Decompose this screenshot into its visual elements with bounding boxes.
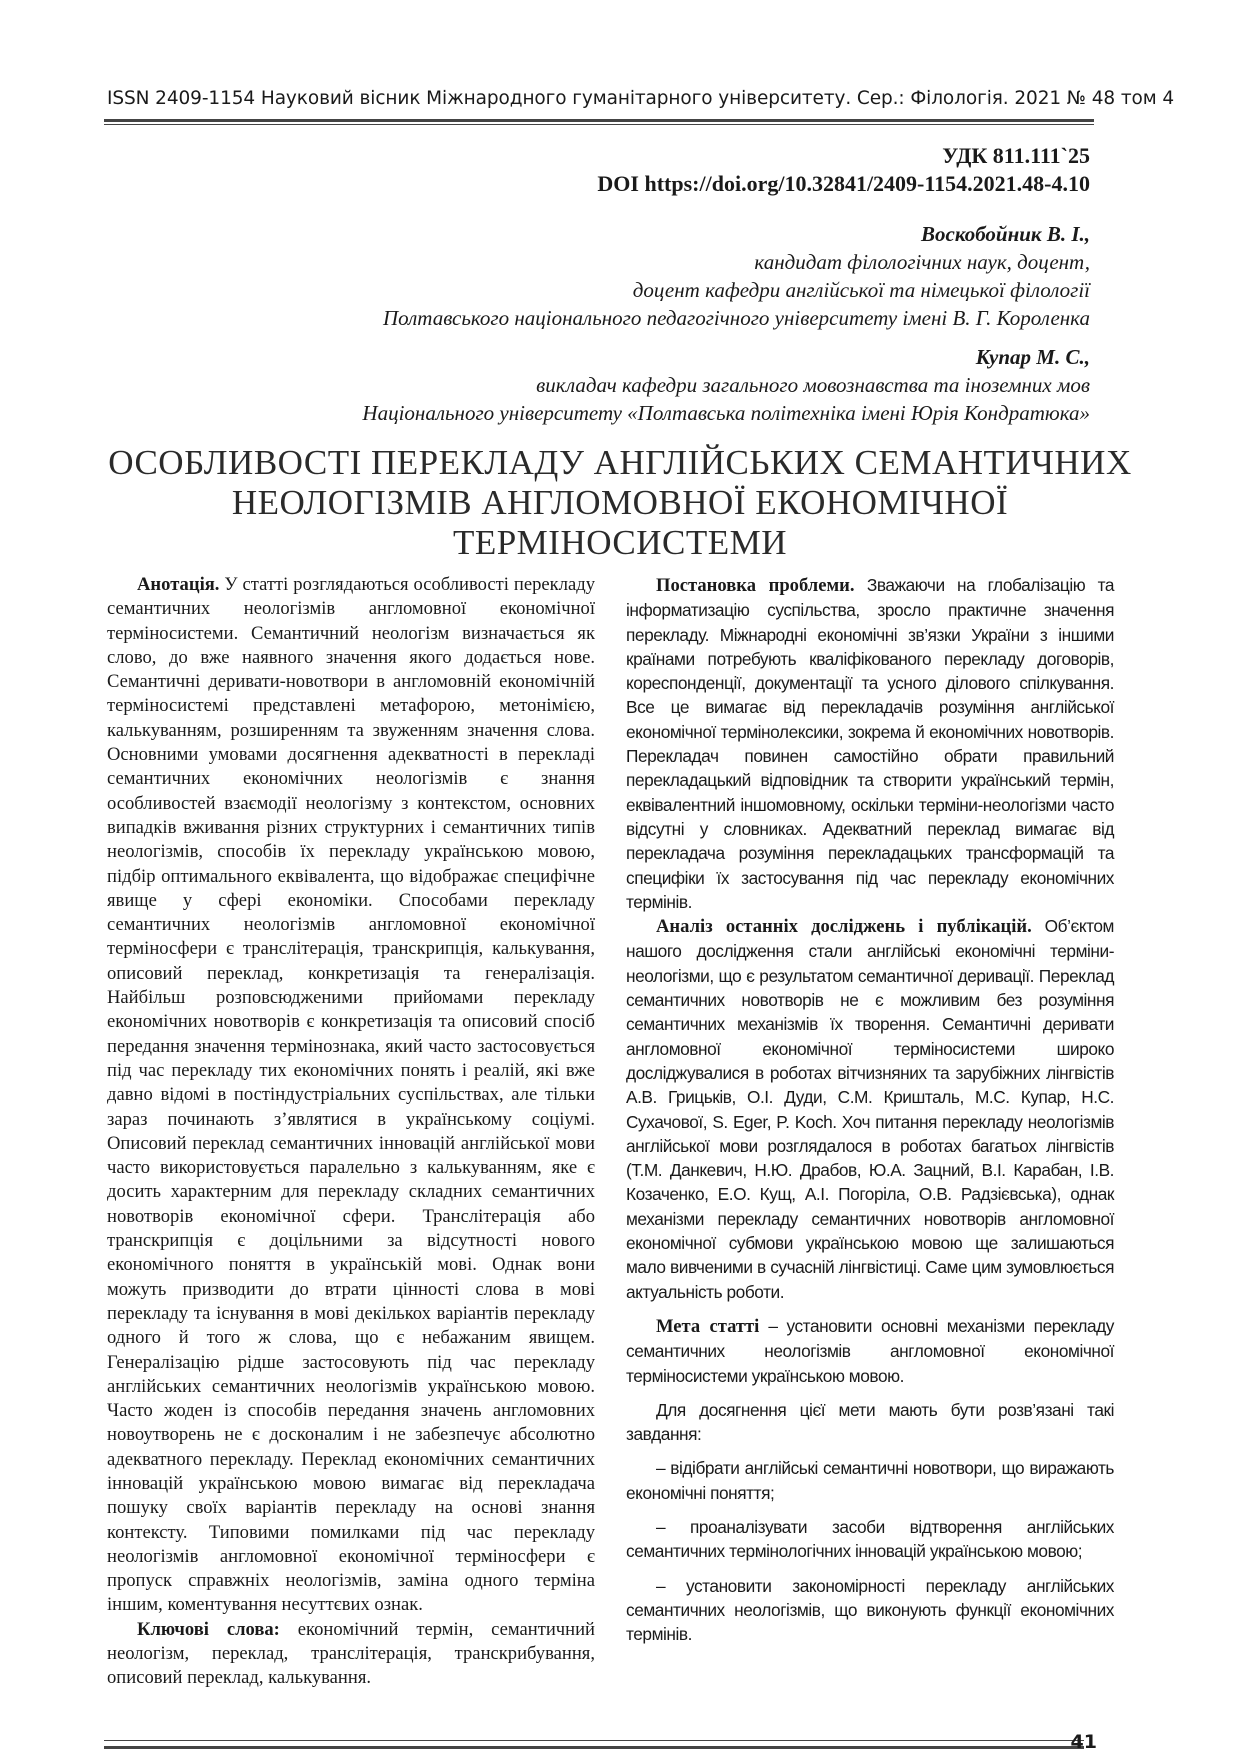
keywords-label: Ключові слова: [137,1618,280,1640]
author-2-affiliation-line: викладач кафедри загального мовознавства та іноземних мов [536,373,1090,397]
author-2 [362,343,1090,427]
aim-label: Мета статті [656,1315,760,1337]
analysis-paragraph [626,914,1114,1304]
abstract-text: У статті розглядаються особливості перекладу семантичних неологізмів англомовної економічної терміносистеми. Семантичний неологізм визначається як слово, до вже наявного значення якого додається нове. Семантичні деривати-новотвори в англомовній економічній терміносистемі представлені метафорою, метонімією, калькуванням, розширенням та звуженням значення слова. Основними умовами досягнення адекватності в перекладі семантичних економічних неологізмів є знання особливостей взаємодії неологізму з контекстом, основних випадків вживання різних структурних і семантичних типів неологізмів, способів їх перекладу українською мовою, підбір оптимального еквівалента, що відображає специфічне явище у сфері економіки. Способами перекладу семантичних неологізмів англомовної економічної терміносфери є транслітерація, транскрипція, калькування, описовий переклад, конкретизація та генералізація. Найбільш розповсюдженими прийомами перекладу економічних новотворів є конкретизація та описовий спосіб передання значення термінознака, який часто застосовується під час перекладу тих економічних понять і реалій, які вже давно відомі в постіндустріальних суспільствах, але тільки зараз починають з’являтися в українському соціумі. Описовий переклад семантичних інновацій англійської мови часто використовується паралельно з калькуванням, яке є досить характерним для перекладу складних семантичних новотворів економічної сфери. Транслітерація або транскрипція є доцільними за відсутності нового економічного поняття в українській мові. Однак вони можуть призводити до втрати цінності слова в мові перекладу та існування в мові декількох варіантів перекладу одного й того ж слова, що є небажаним явищем. Генералізацію рідше застосовують під час перекладу англійських семантичних неологізмів українською мовою. Часто жоден із способів передання значень англомовних новоутворень не є досконалим і не забезпечує абсолютно адекватного перекладу. Переклад економічних семантичних інновацій українською мовою вимагає від перекладача пошуку своїх варіантів перекладу на основі знання контексту. Типовими помилками під час перекладу неологізмів англомовної економічної терміносфери є пропуск справжніх неологізмів, заміна одного терміна іншим, коментування несуттєвих ознак. [107,574,595,1616]
article-title [100,443,1140,563]
author-1-name: Воскобойник В. І., [921,222,1090,246]
doi-link[interactable]: DOI https://doi.org/10.32841/2409-1154.2021.48-4.10 [597,171,1090,196]
problem-label: Постановка проблеми. [656,575,855,596]
article-title-line: ТЕРМІНОСИСТЕМИ [452,523,788,562]
article-title-line: ОСОБЛИВОСТІ ПЕРЕКЛАДУ АНГЛІЙСЬКИХ СЕМАНТИЧНИХ [108,443,1132,482]
right-column [626,573,1114,1646]
left-column [107,573,595,1691]
header-rule [104,119,1094,122]
problem-text: Зважаючи на глобалізацію та інформатизацію суспільства, зросло практичне значення перекладу. Міжнародні економічні зв’язки України з іншими країнами потребують кваліфікованого перекладу договорів, кореспонденції, документації та усного ділового спілкування. Все це вимагає від перекладачів розуміння англійської економічної термінолексики, зокрема й економічних новотворів. Перекладач повинен самостійно обрати правильний перекладацький відповідник та створити український термін, еквівалентний іншомовному, оскільки терміни-неологізми часто відсутні у словниках. Адекватний переклад вимагає від перекладача розуміння перекладацьких трансформацій та специфіки їх застосування під час перекладу економічних термінів. [626,575,1114,912]
keywords-paragraph [107,1618,595,1691]
article-title-line: НЕОЛОГІЗМІВ АНГЛОМОВНОЇ ЕКОНОМІЧНОЇ [231,483,1009,522]
author-2-affiliation-line: Національного університету «Полтавська політехніка імені Юрія Кондратюка» [362,401,1090,425]
task-item: – установити закономірності перекладу англійських семантичних неологізмів, що виконують функції економічних термінів. [626,1575,1114,1645]
aim-text: – установити основні механізми перекладу семантичних неологізмів англомовної економічної терміносистеми українською мовою. [626,1315,1114,1386]
abstract-label: Анотація. [137,574,220,595]
running-header: ISSN 2409-1154 Науковий вісник Міжнародного гуманітарного університету. Сер.: Філологія. 2021 № 48 том 4 [107,88,1175,109]
problem-paragraph [626,573,1114,914]
author-1-affiliation-line: доцент кафедри англійської та німецької філології [632,278,1090,302]
keywords-text: економічний термін, семантичний неологізм, переклад, транслітерація, транскрибування, описовий переклад, калькування. [107,1618,596,1689]
udk-code: УДК 811.111`25 [942,143,1090,168]
tasks-intro: Для досягнення цієї мети мають бути розв’язані такі завдання: [626,1399,1114,1445]
author-2-name: Купар М. С., [975,345,1090,369]
task-item: – проаналізувати засоби відтворення англійських семантичних термінологічних інновацій українською мовою; [626,1516,1114,1562]
footer-rule-thin [104,1740,1084,1741]
page-number: 41 [1070,1731,1097,1753]
analysis-label: Аналіз останніх досліджень і публікацій. [656,916,1032,938]
header-rule-thin [104,124,1094,125]
author-1-affiliation-line: Полтавського національного педагогічного університету імені В. Г. Короленка [382,306,1090,330]
abstract-paragraph [107,573,595,1618]
task-item: – відібрати англійські семантичні новотвори, що виражають економічні поняття; [626,1458,1114,1503]
aim-paragraph [626,1314,1114,1388]
author-1 [383,220,1090,332]
footer-rule [104,1746,1084,1749]
author-1-affiliation-line: кандидат філологічних наук, доцент, [754,250,1090,274]
analysis-text: Об’єктом нашого дослідження стали англійські економічні терміни-неологізми, що є результатом семантичної деривації. Переклад семантичних новотворів не є можливим без розуміння семантичних механізмів їх творення. Семантичні деривати англомовної економічної терміносистеми широко досліджувалися в роботах вітчизняних та зарубіжних лінгвістів А.В. Грицьків, О.І. Дуди, С.М. Кришталь, М.С. Купар, Н.С. Сухачової, S. Eger, P. Koch. Хоч питання перекладу неологізмів англійської мови розглядалося в роботах багатьох лінгвістів (Т.М. Данкевич, Н.Ю. Драбов, Ю.А. Зацний, В.І. Карабан, І.В. Козаченко, Е.О. Кущ, А.І. Погоріла, О.В. Радзієвська), однак механізми перекладу семантичних новотворів англомовної економічної субмови українською мовою ще залишаються мало вивченими в сучасній лінгвістиці. Саме цим зумовлюється актуальність роботи. [626,916,1114,1302]
